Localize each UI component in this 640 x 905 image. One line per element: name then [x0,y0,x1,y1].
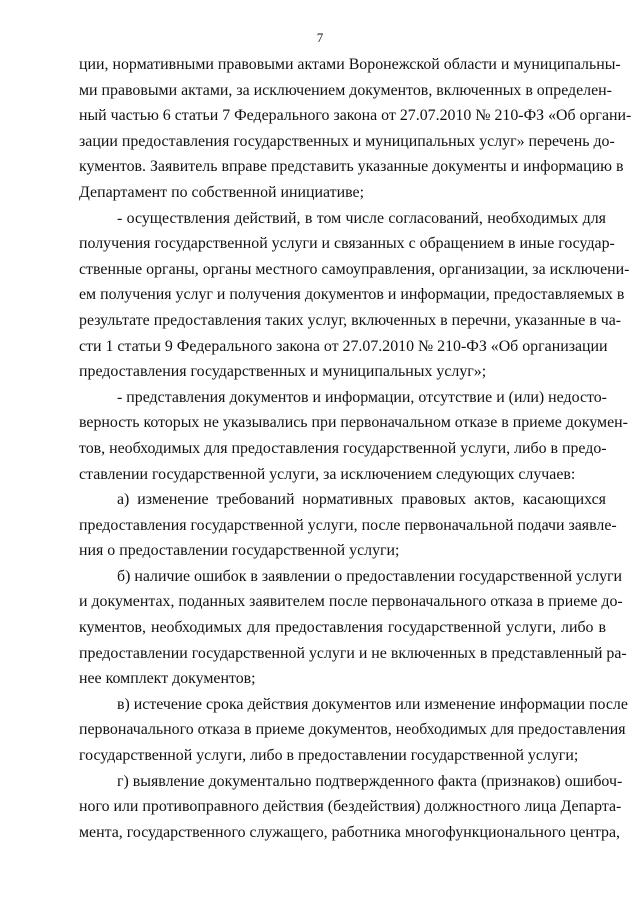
text-line: ем получения услуг и получения документов и информации, предоставляемых в [79,286,625,304]
text-line: ственные органы, органы местного самоуправления, организации, за исключени- [79,260,630,278]
text-line: мента, государственного служащего, работника многофункционального центра, [79,823,620,841]
text-line: тов, необходимых для предоставления государственной услуги, либо в предо- [79,439,607,457]
text-line: Департамент по собственной инициативе; [79,183,364,201]
text-line: нее комплект документов; [79,670,256,688]
text-line: кументов. Заявитель вправе представить указанные документы и информацию в [79,158,624,176]
text-line: ми правовыми актами, за исключением документов, включенных в определен- [79,81,612,99]
text-line: верность которых не указывались при первоначальном отказе в приеме докумен- [79,414,628,432]
text-line: сти 1 статьи 9 Федерального закона от 27.07.2010 № 210-ФЗ «Об организации [79,337,608,355]
text-line: зации предоставления государственных и муниципальных услуг» перечень до- [79,132,615,150]
text-line: ставлении государственной услуги, за исключением следующих случаев: [79,465,576,483]
text-line: предоставления государственной услуги, после первоначальной подачи заявле- [79,516,617,534]
text-line: и документах, поданных заявителем после первоначального отказа в приеме до- [79,593,623,611]
text-line: ного или противоправного действия (бездействия) должностного лица Департа- [79,798,622,816]
text-line: в) истечение срока действия документов или изменение информации после [117,695,628,713]
text-line: первоначального отказа в приеме документов, необходимых для предоставления [79,721,626,739]
text-line: а) изменение требований нормативных правовых актов, касающихся [117,491,606,509]
text-line: ния о предоставлении государственной услуги; [79,542,400,560]
text-line: предоставления государственных и муниципальных услуг»; [79,363,487,381]
text-line: б) наличие ошибок в заявлении о предоставлении государственной услуги [117,567,623,585]
text-line: ции, нормативными правовыми актами Воронежской области и муниципальны- [79,56,621,73]
text-line: ный частью 6 статьи 7 Федерального закона от 27.07.2010 № 210-ФЗ «Об органи- [79,107,632,125]
text-line: г) выявление документально подтвержденного факта (признаков) ошибоч- [117,772,623,790]
document-body [79,52,632,845]
text-line: кументов, необходимых для предоставления государственной услуги, либо в [79,619,606,637]
page-number: 7 [316,30,324,45]
text-line: получения государственной услуги и связанных с обращением в иные государ- [79,235,615,253]
text-line: государственной услуги, либо в предоставлении государственной услуги; [79,747,579,765]
text-line: предоставлении государственной услуги и не включенных в представленный ра- [79,644,627,662]
text-line: - представления документов и информации, отсутствие и (или) недосто- [117,388,607,406]
text-line: результате предоставления таких услуг, включенных в перечни, указанные в ча- [79,311,622,329]
text-line: - осуществления действий, в том числе согласований, необходимых для [117,209,606,227]
